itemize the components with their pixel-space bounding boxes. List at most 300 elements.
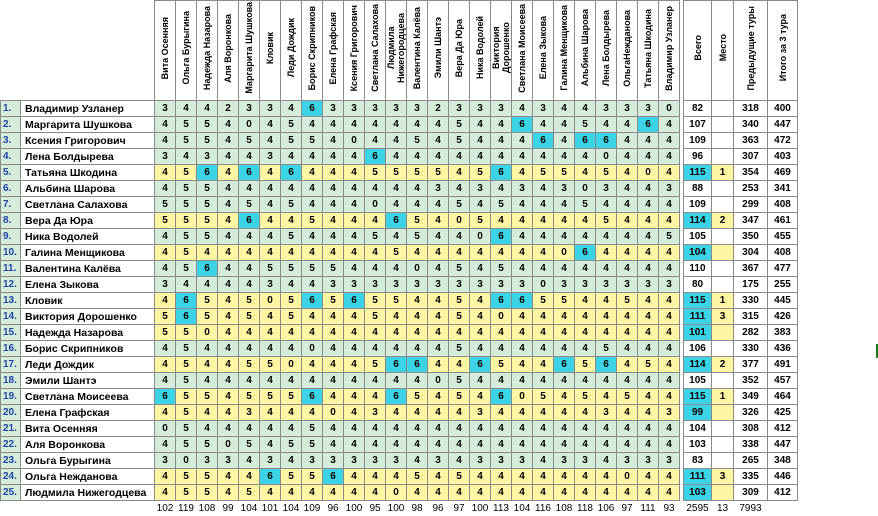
score-cell[interactable]: 5 — [302, 213, 323, 229]
score-cell[interactable]: 6 — [302, 293, 323, 309]
column-total[interactable]: 100 — [470, 501, 491, 516]
score-cell[interactable]: 4 — [491, 133, 512, 149]
score-cell[interactable]: 4 — [197, 357, 218, 373]
score-cell[interactable]: 3 — [344, 101, 365, 117]
score-cell[interactable]: 4 — [512, 373, 533, 389]
score-cell[interactable]: 4 — [659, 261, 680, 277]
score-cell[interactable]: 4 — [365, 485, 386, 501]
score-cell[interactable]: 4 — [386, 149, 407, 165]
score-cell[interactable]: 5 — [281, 229, 302, 245]
score-cell[interactable]: 5 — [470, 213, 491, 229]
judge-header[interactable] — [197, 1, 218, 101]
score-cell[interactable]: 5 — [470, 165, 491, 181]
score-cell[interactable]: 5 — [239, 197, 260, 213]
score-cell[interactable]: 4 — [260, 485, 281, 501]
judge-header[interactable] — [575, 1, 596, 101]
score-cell[interactable]: 4 — [239, 261, 260, 277]
score-cell[interactable]: 3 — [428, 453, 449, 469]
total-cell[interactable]: 107 — [684, 117, 712, 133]
column-total[interactable]: 104 — [281, 501, 302, 516]
place-cell[interactable] — [712, 245, 734, 261]
score-cell[interactable]: 4 — [470, 437, 491, 453]
score-cell[interactable]: 4 — [407, 405, 428, 421]
score-cell[interactable]: 4 — [344, 405, 365, 421]
column-total[interactable]: 99 — [218, 501, 239, 516]
score-cell[interactable]: 6 — [323, 469, 344, 485]
score-cell[interactable]: 6 — [407, 357, 428, 373]
score-cell[interactable]: 4 — [617, 309, 638, 325]
score-cell[interactable]: 0 — [470, 229, 491, 245]
score-cell[interactable]: 4 — [323, 165, 344, 181]
score-cell[interactable]: 5 — [449, 117, 470, 133]
participant-name[interactable]: Светлана Салахова — [21, 197, 155, 213]
score-cell[interactable]: 4 — [302, 357, 323, 373]
score-cell[interactable]: 0 — [344, 133, 365, 149]
score-cell[interactable]: 5 — [176, 245, 197, 261]
place-cell[interactable] — [712, 277, 734, 293]
score-cell[interactable]: 4 — [470, 245, 491, 261]
score-cell[interactable]: 4 — [218, 165, 239, 181]
score-cell[interactable]: 4 — [533, 181, 554, 197]
score-cell[interactable]: 4 — [281, 277, 302, 293]
score-cell[interactable]: 4 — [533, 453, 554, 469]
score-cell[interactable]: 4 — [323, 437, 344, 453]
score-cell[interactable]: 6 — [491, 293, 512, 309]
score-cell[interactable]: 4 — [449, 245, 470, 261]
score-cell[interactable]: 4 — [575, 101, 596, 117]
total-cell[interactable]: 114 — [684, 213, 712, 229]
column-total[interactable]: 113 — [491, 501, 512, 516]
score-cell[interactable]: 5 — [617, 293, 638, 309]
place-cell[interactable] — [712, 437, 734, 453]
score-cell[interactable]: 4 — [386, 197, 407, 213]
score-cell[interactable]: 5 — [176, 437, 197, 453]
score-cell[interactable]: 4 — [281, 101, 302, 117]
row-number[interactable]: 24. — [1, 469, 21, 485]
score-cell[interactable]: 5 — [533, 293, 554, 309]
score-cell[interactable]: 5 — [302, 261, 323, 277]
score-cell[interactable]: 4 — [365, 469, 386, 485]
result-cell[interactable]: 383 — [768, 325, 798, 341]
total-cell[interactable]: 104 — [684, 245, 712, 261]
score-cell[interactable]: 4 — [512, 197, 533, 213]
score-cell[interactable]: 4 — [197, 245, 218, 261]
score-cell[interactable]: 4 — [281, 421, 302, 437]
score-cell[interactable]: 4 — [323, 133, 344, 149]
score-cell[interactable]: 0 — [554, 245, 575, 261]
score-cell[interactable]: 5 — [407, 165, 428, 181]
score-cell[interactable]: 3 — [596, 101, 617, 117]
column-total[interactable]: 95 — [365, 501, 386, 516]
score-cell[interactable]: 5 — [176, 325, 197, 341]
score-cell[interactable]: 4 — [344, 421, 365, 437]
score-cell[interactable]: 5 — [176, 421, 197, 437]
score-cell[interactable]: 4 — [659, 389, 680, 405]
score-cell[interactable]: 4 — [239, 469, 260, 485]
score-cell[interactable]: 4 — [449, 437, 470, 453]
score-cell[interactable]: 5 — [449, 309, 470, 325]
score-cell[interactable]: 5 — [386, 293, 407, 309]
result-cell[interactable]: 412 — [768, 421, 798, 437]
score-cell[interactable]: 5 — [155, 213, 176, 229]
score-cell[interactable]: 4 — [428, 197, 449, 213]
judge-header[interactable] — [470, 1, 491, 101]
score-cell[interactable]: 4 — [596, 229, 617, 245]
score-cell[interactable]: 4 — [365, 325, 386, 341]
score-cell[interactable]: 5 — [176, 357, 197, 373]
row-number[interactable]: 21. — [1, 421, 21, 437]
score-cell[interactable]: 4 — [281, 341, 302, 357]
score-cell[interactable]: 4 — [638, 469, 659, 485]
score-cell[interactable]: 4 — [575, 469, 596, 485]
result-cell[interactable]: 469 — [768, 165, 798, 181]
score-cell[interactable]: 5 — [365, 229, 386, 245]
score-cell[interactable]: 4 — [659, 133, 680, 149]
previous-rounds-cell[interactable]: 340 — [734, 117, 768, 133]
score-cell[interactable]: 4 — [260, 325, 281, 341]
score-cell[interactable]: 4 — [617, 485, 638, 501]
row-number[interactable]: 14. — [1, 309, 21, 325]
score-cell[interactable]: 4 — [575, 325, 596, 341]
score-cell[interactable]: 5 — [197, 213, 218, 229]
score-cell[interactable]: 3 — [365, 277, 386, 293]
place-cell[interactable] — [712, 133, 734, 149]
score-cell[interactable]: 6 — [239, 165, 260, 181]
score-cell[interactable]: 3 — [575, 277, 596, 293]
score-cell[interactable]: 4 — [449, 229, 470, 245]
score-cell[interactable]: 4 — [575, 421, 596, 437]
score-cell[interactable]: 0 — [260, 293, 281, 309]
score-cell[interactable]: 3 — [659, 453, 680, 469]
column-total[interactable]: 96 — [428, 501, 449, 516]
score-cell[interactable]: 4 — [155, 469, 176, 485]
score-cell[interactable]: 4 — [386, 261, 407, 277]
score-cell[interactable]: 4 — [554, 341, 575, 357]
score-cell[interactable]: 4 — [155, 181, 176, 197]
judge-header[interactable] — [659, 1, 680, 101]
score-cell[interactable]: 4 — [575, 437, 596, 453]
score-cell[interactable]: 5 — [197, 197, 218, 213]
score-cell[interactable]: 5 — [176, 181, 197, 197]
score-cell[interactable]: 4 — [638, 437, 659, 453]
participant-name[interactable]: Маргарита Шушкова — [21, 117, 155, 133]
score-cell[interactable]: 3 — [449, 277, 470, 293]
score-cell[interactable]: 5 — [281, 469, 302, 485]
participant-name[interactable]: Ника Водолей — [21, 229, 155, 245]
previous-rounds-cell[interactable]: 309 — [734, 485, 768, 501]
score-cell[interactable]: 3 — [533, 101, 554, 117]
score-cell[interactable]: 5 — [281, 261, 302, 277]
score-cell[interactable]: 3 — [449, 101, 470, 117]
score-cell[interactable]: 4 — [428, 421, 449, 437]
score-cell[interactable]: 4 — [659, 437, 680, 453]
result-cell[interactable]: 461 — [768, 213, 798, 229]
place-cell[interactable] — [712, 117, 734, 133]
judge-header[interactable] — [365, 1, 386, 101]
score-cell[interactable]: 3 — [323, 101, 344, 117]
score-cell[interactable]: 4 — [428, 325, 449, 341]
judge-header[interactable] — [239, 1, 260, 101]
score-cell[interactable]: 4 — [470, 293, 491, 309]
score-cell[interactable]: 4 — [218, 341, 239, 357]
score-cell[interactable]: 0 — [323, 405, 344, 421]
score-cell[interactable]: 4 — [638, 309, 659, 325]
score-cell[interactable]: 4 — [533, 149, 554, 165]
score-cell[interactable]: 5 — [176, 117, 197, 133]
score-cell[interactable]: 6 — [176, 309, 197, 325]
score-cell[interactable]: 4 — [554, 261, 575, 277]
score-cell[interactable]: 2 — [428, 101, 449, 117]
score-cell[interactable]: 4 — [512, 133, 533, 149]
score-cell[interactable]: 4 — [428, 357, 449, 373]
score-cell[interactable]: 4 — [344, 213, 365, 229]
score-cell[interactable]: 4 — [155, 117, 176, 133]
score-cell[interactable]: 4 — [365, 181, 386, 197]
score-cell[interactable]: 4 — [260, 421, 281, 437]
score-cell[interactable]: 4 — [176, 277, 197, 293]
score-cell[interactable]: 4 — [407, 421, 428, 437]
score-cell[interactable]: 4 — [617, 165, 638, 181]
score-cell[interactable]: 4 — [617, 341, 638, 357]
score-cell[interactable]: 4 — [638, 405, 659, 421]
grand-total[interactable]: 2595 — [684, 501, 712, 516]
row-number[interactable]: 12. — [1, 277, 21, 293]
score-cell[interactable]: 4 — [617, 197, 638, 213]
score-cell[interactable]: 4 — [638, 229, 659, 245]
score-cell[interactable]: 4 — [260, 213, 281, 229]
score-cell[interactable]: 4 — [407, 325, 428, 341]
grand-result[interactable] — [768, 501, 798, 516]
score-cell[interactable]: 4 — [218, 485, 239, 501]
score-cell[interactable]: 4 — [428, 149, 449, 165]
score-cell[interactable]: 4 — [260, 229, 281, 245]
score-cell[interactable]: 5 — [239, 437, 260, 453]
score-cell[interactable]: 3 — [260, 453, 281, 469]
score-cell[interactable]: 4 — [533, 245, 554, 261]
participant-name[interactable]: Татьяна Шкодина — [21, 165, 155, 181]
judge-header[interactable] — [281, 1, 302, 101]
score-cell[interactable]: 4 — [218, 309, 239, 325]
judge-header[interactable] — [428, 1, 449, 101]
score-cell[interactable]: 4 — [554, 325, 575, 341]
column-total[interactable]: 93 — [659, 501, 680, 516]
judge-header[interactable] — [302, 1, 323, 101]
score-cell[interactable]: 5 — [617, 389, 638, 405]
score-cell[interactable]: 4 — [638, 485, 659, 501]
previous-rounds-cell[interactable]: 338 — [734, 437, 768, 453]
score-cell[interactable]: 4 — [638, 213, 659, 229]
score-cell[interactable]: 4 — [218, 245, 239, 261]
previous-rounds-cell[interactable]: 354 — [734, 165, 768, 181]
previous-rounds-cell[interactable]: 335 — [734, 469, 768, 485]
row-number[interactable]: 6. — [1, 181, 21, 197]
score-cell[interactable]: 3 — [638, 101, 659, 117]
score-cell[interactable]: 3 — [323, 453, 344, 469]
score-cell[interactable]: 4 — [554, 373, 575, 389]
score-cell[interactable]: 4 — [197, 373, 218, 389]
score-cell[interactable]: 5 — [281, 309, 302, 325]
total-cell[interactable]: 115 — [684, 165, 712, 181]
score-cell[interactable]: 3 — [218, 453, 239, 469]
score-cell[interactable]: 3 — [512, 277, 533, 293]
judge-header[interactable] — [512, 1, 533, 101]
total-cell[interactable]: 101 — [684, 325, 712, 341]
total-cell[interactable]: 110 — [684, 261, 712, 277]
score-cell[interactable]: 4 — [428, 485, 449, 501]
score-cell[interactable]: 5 — [407, 213, 428, 229]
score-cell[interactable]: 4 — [365, 117, 386, 133]
score-cell[interactable]: 4 — [575, 213, 596, 229]
score-cell[interactable]: 4 — [260, 117, 281, 133]
score-cell[interactable]: 0 — [386, 485, 407, 501]
score-cell[interactable]: 4 — [554, 485, 575, 501]
score-cell[interactable]: 4 — [344, 325, 365, 341]
score-cell[interactable]: 3 — [197, 149, 218, 165]
score-cell[interactable]: 4 — [281, 181, 302, 197]
score-cell[interactable]: 5 — [449, 197, 470, 213]
score-cell[interactable]: 4 — [155, 437, 176, 453]
score-cell[interactable]: 4 — [323, 149, 344, 165]
score-cell[interactable]: 5 — [365, 165, 386, 181]
score-cell[interactable]: 0 — [449, 213, 470, 229]
score-cell[interactable]: 4 — [470, 149, 491, 165]
score-cell[interactable]: 5 — [176, 389, 197, 405]
score-cell[interactable]: 4 — [197, 341, 218, 357]
score-cell[interactable]: 4 — [470, 117, 491, 133]
score-cell[interactable]: 4 — [386, 117, 407, 133]
column-total[interactable]: 104 — [239, 501, 260, 516]
score-cell[interactable]: 4 — [302, 277, 323, 293]
participant-name[interactable]: Ольга Нежданова — [21, 469, 155, 485]
score-cell[interactable]: 4 — [512, 149, 533, 165]
score-cell[interactable]: 4 — [554, 133, 575, 149]
result-cell[interactable]: 464 — [768, 389, 798, 405]
score-cell[interactable]: 5 — [449, 133, 470, 149]
row-number[interactable]: 25. — [1, 485, 21, 501]
score-cell[interactable]: 4 — [533, 373, 554, 389]
score-cell[interactable]: 6 — [596, 133, 617, 149]
place-cell[interactable]: 3 — [712, 309, 734, 325]
score-cell[interactable]: 4 — [197, 421, 218, 437]
score-cell[interactable]: 4 — [659, 469, 680, 485]
score-cell[interactable]: 4 — [512, 229, 533, 245]
score-cell[interactable]: 4 — [344, 229, 365, 245]
score-cell[interactable]: 3 — [491, 453, 512, 469]
score-cell[interactable]: 4 — [155, 341, 176, 357]
row-number[interactable]: 16. — [1, 341, 21, 357]
score-cell[interactable]: 0 — [155, 421, 176, 437]
score-cell[interactable]: 3 — [596, 181, 617, 197]
place-cell[interactable] — [712, 341, 734, 357]
score-cell[interactable]: 3 — [344, 277, 365, 293]
score-cell[interactable]: 5 — [176, 341, 197, 357]
score-cell[interactable]: 6 — [386, 389, 407, 405]
score-cell[interactable]: 5 — [239, 309, 260, 325]
judge-header[interactable] — [218, 1, 239, 101]
score-cell[interactable]: 4 — [512, 405, 533, 421]
place-cell[interactable] — [712, 485, 734, 501]
previous-rounds-cell[interactable]: 253 — [734, 181, 768, 197]
row-number[interactable]: 7. — [1, 197, 21, 213]
score-cell[interactable]: 5 — [596, 213, 617, 229]
previous-rounds-cell[interactable]: 350 — [734, 229, 768, 245]
score-cell[interactable]: 4 — [344, 357, 365, 373]
score-cell[interactable]: 4 — [449, 357, 470, 373]
score-cell[interactable]: 4 — [197, 277, 218, 293]
score-cell[interactable]: 4 — [512, 165, 533, 181]
result-cell[interactable]: 255 — [768, 277, 798, 293]
score-cell[interactable]: 4 — [659, 293, 680, 309]
score-cell[interactable]: 4 — [218, 405, 239, 421]
total-cell[interactable]: 103 — [684, 437, 712, 453]
score-cell[interactable]: 5 — [176, 485, 197, 501]
score-cell[interactable]: 4 — [239, 277, 260, 293]
score-cell[interactable]: 4 — [491, 469, 512, 485]
column-total[interactable]: 111 — [638, 501, 659, 516]
score-cell[interactable]: 5 — [281, 293, 302, 309]
score-cell[interactable]: 6 — [554, 357, 575, 373]
score-cell[interactable]: 4 — [554, 309, 575, 325]
score-cell[interactable]: 4 — [491, 421, 512, 437]
score-cell[interactable]: 4 — [176, 149, 197, 165]
participant-name[interactable]: Борис Скрипников — [21, 341, 155, 357]
score-cell[interactable]: 4 — [449, 181, 470, 197]
score-cell[interactable]: 3 — [407, 277, 428, 293]
participant-name[interactable]: Елена Графская — [21, 405, 155, 421]
score-cell[interactable]: 5 — [407, 229, 428, 245]
summary-header-place[interactable] — [712, 1, 734, 101]
score-cell[interactable]: 6 — [176, 293, 197, 309]
score-cell[interactable]: 4 — [659, 485, 680, 501]
score-cell[interactable]: 6 — [239, 213, 260, 229]
score-cell[interactable]: 4 — [575, 373, 596, 389]
score-cell[interactable]: 3 — [365, 101, 386, 117]
score-cell[interactable]: 5 — [197, 469, 218, 485]
participant-name[interactable]: Ксения Григорович — [21, 133, 155, 149]
score-cell[interactable]: 3 — [260, 149, 281, 165]
score-cell[interactable]: 5 — [596, 165, 617, 181]
score-cell[interactable]: 4 — [554, 389, 575, 405]
participant-name[interactable]: Надежда Назарова — [21, 325, 155, 341]
participant-name[interactable]: Елена Зыкова — [21, 277, 155, 293]
score-cell[interactable]: 4 — [638, 197, 659, 213]
score-cell[interactable]: 3 — [596, 405, 617, 421]
score-cell[interactable]: 4 — [302, 309, 323, 325]
score-cell[interactable]: 4 — [218, 261, 239, 277]
summary-header-previous[interactable] — [734, 1, 768, 101]
score-cell[interactable]: 5 — [197, 485, 218, 501]
score-cell[interactable]: 4 — [407, 293, 428, 309]
score-cell[interactable]: 4 — [470, 325, 491, 341]
score-cell[interactable]: 3 — [344, 453, 365, 469]
row-number[interactable]: 11. — [1, 261, 21, 277]
score-cell[interactable]: 5 — [659, 229, 680, 245]
score-cell[interactable]: 4 — [512, 261, 533, 277]
score-cell[interactable]: 3 — [638, 453, 659, 469]
score-cell[interactable]: 4 — [407, 485, 428, 501]
column-total[interactable]: 96 — [323, 501, 344, 516]
judge-header[interactable] — [596, 1, 617, 101]
place-cell[interactable] — [712, 181, 734, 197]
score-cell[interactable]: 4 — [155, 373, 176, 389]
score-cell[interactable]: 4 — [386, 437, 407, 453]
score-cell[interactable]: 3 — [617, 101, 638, 117]
score-cell[interactable]: 4 — [533, 405, 554, 421]
column-total[interactable]: 100 — [386, 501, 407, 516]
score-cell[interactable]: 4 — [470, 485, 491, 501]
score-cell[interactable]: 6 — [344, 293, 365, 309]
score-cell[interactable]: 3 — [554, 453, 575, 469]
